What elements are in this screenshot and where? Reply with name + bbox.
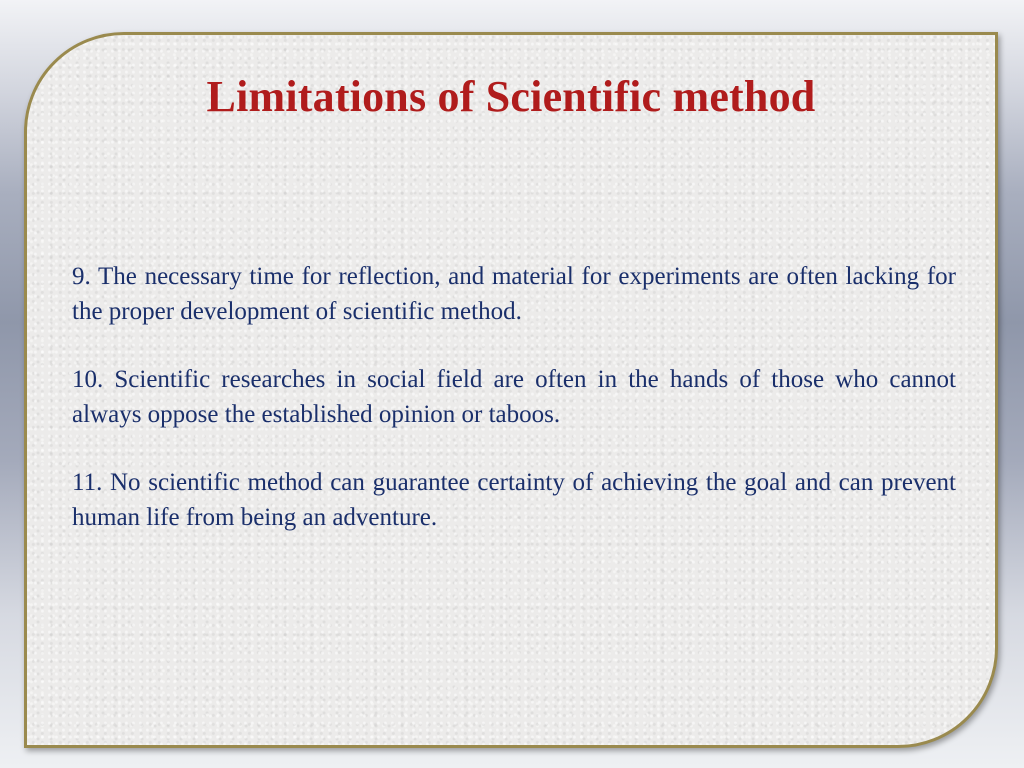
- point-10: 10. Scientific researches in social field are often in the hands of those who cannot always oppose the established opinion or taboos.: [72, 366, 956, 428]
- slide-panel: [24, 32, 998, 748]
- point-9: 9. The necessary time for reflection, and material for experiments are often lacking for the proper development of scientific method.: [72, 263, 956, 325]
- slide-body: [72, 259, 956, 568]
- slide-title: Limitations of Scientific method: [206, 72, 816, 121]
- point-11: 11. No scientific method can guarantee certainty of achieving the goal and can prevent human life from being an adventure.: [72, 469, 956, 531]
